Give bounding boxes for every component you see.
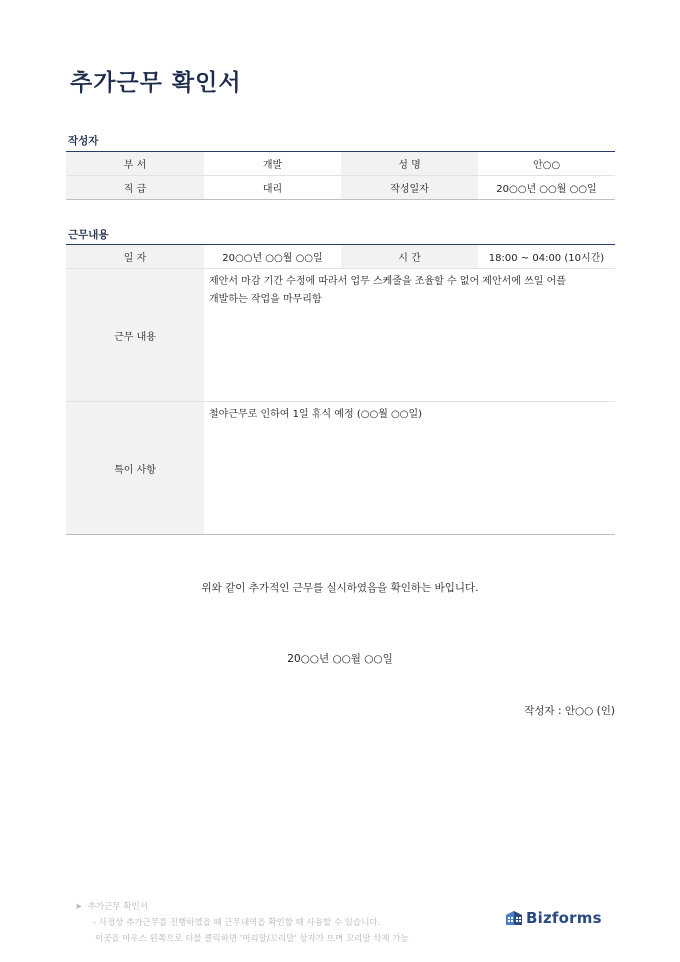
work-date-value: 20○○년 ○○월 ○○일 <box>204 245 341 269</box>
work-time-value: 18:00 ~ 04:00 (10시간) <box>478 245 615 269</box>
work-time-header: 시 간 <box>341 245 478 269</box>
written-date-value: 20○○년 ○○월 ○○일 <box>496 184 597 195</box>
work-date-header: 일 자 <box>66 245 204 269</box>
written-date-header: 작성일자 <box>341 176 478 200</box>
work-content-header: 근무 내용 <box>66 269 204 402</box>
work-table <box>66 244 615 535</box>
notes-header: 특이 사항 <box>66 402 204 535</box>
bizforms-logo <box>505 909 602 927</box>
author-table <box>66 151 615 200</box>
rank-header: 직 급 <box>66 176 204 200</box>
brand-name: Bizforms <box>526 909 602 927</box>
arrow-bullet-icon: ➤ <box>75 902 83 912</box>
work-content-value <box>204 269 615 402</box>
table-row <box>66 402 615 535</box>
footer-note <box>75 899 409 947</box>
confirmation-statement: 위와 같이 추가적인 근무를 실시하였음을 확인하는 바입니다. <box>201 582 479 594</box>
department-header: 부 서 <box>66 152 204 176</box>
name-value: 안○○ <box>478 152 615 176</box>
author-section-label: 작성자 <box>68 135 99 147</box>
work-content-line: 개발하는 작업을 마무리함 <box>209 294 322 305</box>
rank-value: 대리 <box>262 184 283 195</box>
department-value: 개발 <box>204 152 341 176</box>
table-row <box>66 269 615 402</box>
footer-title: 추가근무 확인서 <box>87 902 148 912</box>
page-title: 추가근무 확인서 <box>70 70 242 96</box>
sign-date: 20○○년 ○○월 ○○일 <box>287 653 393 665</box>
building-icon <box>505 909 523 927</box>
name-header: 성 명 <box>341 152 478 176</box>
table-row <box>66 245 615 269</box>
table-row <box>66 176 615 200</box>
footer-line: 이곳을 마우스 왼쪽으로 더블 클릭하면 '머리말/꼬리말' 상자가 뜨며 꼬리말 삭제 가능 <box>95 934 409 944</box>
writer-signature: 작성자 : 안○○ (인) <box>524 705 615 717</box>
table-row <box>66 152 615 176</box>
footer-line: - 사정상 추가근무를 진행하였을 때 근무내역을 확인할 때 사용할 수 있습니다. <box>93 918 381 928</box>
notes-value: 철야근무로 인하여 1일 휴식 예정 (○○월 ○○일) <box>209 409 423 420</box>
work-content-line: 제안서 마감 기간 수정에 따라서 업무 스케줄을 조율할 수 없어 제안서에 쓰일 어플 <box>209 276 566 287</box>
work-section-label: 근무내용 <box>68 229 109 241</box>
